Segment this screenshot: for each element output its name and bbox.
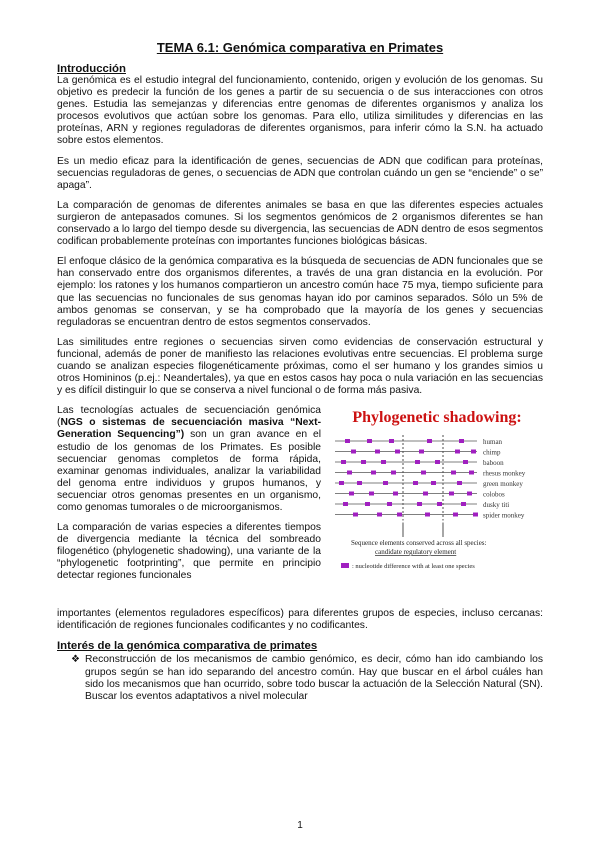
nucleotide-difference-mark <box>397 513 402 517</box>
nucleotide-difference-mark <box>383 481 388 485</box>
species-label: colobos <box>483 490 505 499</box>
nucleotide-difference-mark <box>341 460 346 464</box>
nucleotide-difference-mark <box>361 460 366 464</box>
comparison-paragraph-start: La comparación de varias especies a diferentes tiempos de divergencia mediante la técnica del sombreado filogenético (phylogenetic shadowing), una variante de la “phylogenetic footprinting”, que permite en principio detectar regiones funcionales <box>57 522 321 582</box>
caption-line-1: Sequence elements conserved across all species: <box>351 539 487 548</box>
interest-heading: Interés de la genómica comparativa de primates <box>57 640 318 653</box>
nucleotide-difference-mark <box>389 439 394 443</box>
nucleotide-difference-mark <box>449 492 454 496</box>
nucleotide-difference-mark <box>353 513 358 517</box>
paragraph-1: La genómica es el estudio integral del funcionamiento, contenido, origen y evolución de los genomas. Su objetivo es predecir la función de los genes a partir de su secuencia o de sus interacciones con otros genes. Estudia las semejanzas y diferencias entre genomas de diferentes organismos y analiza los procesos evolutivos que actúan sobre los genomas. Para ello, utiliza similitudes y diferencias en las proteínas, ARN y regiones reguladoras de diferentes organismos, para inferir cómo la S.N. ha actuado sobre estos elementos. <box>57 75 543 147</box>
alignment-diagram <box>331 433 543 603</box>
figure-title: Phylogenetic shadowing: <box>352 409 522 427</box>
nucleotide-difference-mark <box>369 492 374 496</box>
nucleotide-difference-mark <box>343 502 348 506</box>
nucleotide-difference-mark <box>365 502 370 506</box>
species-label: chimp <box>483 448 501 457</box>
nucleotide-difference-mark <box>349 492 354 496</box>
interest-list <box>57 654 543 702</box>
nucleotide-difference-mark <box>367 439 372 443</box>
nucleotide-difference-mark <box>473 513 478 517</box>
nucleotide-difference-mark <box>451 471 456 475</box>
nucleotide-difference-mark <box>453 513 458 517</box>
nucleotide-difference-mark <box>345 439 350 443</box>
document-page <box>57 40 543 703</box>
paragraph-5: Las similitudes entre regiones o secuencias sirven como evidencias de conservación estructural y funcional, además de poner de manifiesto las relaciones evolutivas entre secuencias. El problema surge cuando se analizan especies filogenéticamente próximas, como el ser humano y los grandes simios u otros Homininos (p.ej.: Neandertales), ya que en estos casos hay poca o nula variación en las secuencias y es difícil distinguir lo que se conserva a nivel funcional o de forma más pasiva. <box>57 336 543 397</box>
nucleotide-difference-mark <box>413 481 418 485</box>
nucleotide-difference-mark <box>371 471 376 475</box>
nucleotide-difference-mark <box>469 471 474 475</box>
nucleotide-difference-mark <box>427 439 432 443</box>
nucleotide-difference-mark <box>387 502 392 506</box>
nucleotide-difference-mark <box>467 492 472 496</box>
paragraph-2: Es un medio eficaz para la identificación de genes, secuencias de ADN que codifican para proteínas, secuencias reguladoras de genes, o secuencias de ADN que controlan cuándo un gen se “enciende” o se” apaga”. <box>57 155 543 191</box>
nucleotide-difference-mark <box>459 439 464 443</box>
page-number: 1 <box>297 820 303 831</box>
nucleotide-difference-mark <box>425 513 430 517</box>
ngs-text-end: son un gran avance en el estudio de los genomas de los Primates. Es posible secuenciar genomas completos de forma rápida, examinar genomas individuales, analizar la variabilidad del genoma entre individuos y grupos humanos, y secuenciar otros genomas presentes en un organismo, como genomas tumorales o de microorganismos. <box>57 429 321 513</box>
legend-text: : nucleotide difference with at least one species <box>352 563 475 571</box>
nucleotide-difference-mark <box>437 502 442 506</box>
comparison-paragraph-end: importantes (elementos reguladores específicos) para diferentes grupos de especies, incluso cercanas: identificación de regiones funcionales codificantes y no codificantes. <box>57 608 543 632</box>
nucleotide-difference-mark <box>351 450 356 454</box>
nucleotide-difference-mark <box>357 481 362 485</box>
nucleotide-difference-mark <box>457 481 462 485</box>
nucleotide-difference-mark <box>391 471 396 475</box>
species-label: human <box>483 438 503 447</box>
nucleotide-difference-mark <box>393 492 398 496</box>
nucleotide-difference-mark <box>455 450 460 454</box>
species-label: baboon <box>483 459 504 468</box>
nucleotide-difference-mark <box>381 460 386 464</box>
ngs-bold-term: NGS o sistemas de secuenciación masiva “Next-Generation Sequencing”) <box>57 417 321 441</box>
nucleotide-difference-mark <box>339 481 344 485</box>
legend-swatch <box>341 563 349 568</box>
paragraph-4: El enfoque clásico de la genómica comparativa es la búsqueda de secuencias de ADN funcionales que se han conservado entre dos organismos diferentes, a través de una gran distancia en la evolución. Por ejemplo: los ratones y los humanos compartieron un ancestro común hace 75 mya, tiempo suficiente para que las secuencias no funcionales de sus genomas hayan ido por caminos separados. Sólo un 5% de ambos genomas se conservan, y se ha comprobado que la mayoría de los genes y secuencias reguladoras se encuentran dentro de estos segmentos conservados. <box>57 256 543 328</box>
nucleotide-difference-mark <box>347 471 352 475</box>
nucleotide-difference-mark <box>415 460 420 464</box>
diamond-bullet-icon: ❖ <box>71 654 80 666</box>
nucleotide-difference-mark <box>435 460 440 464</box>
nucleotide-difference-mark <box>421 471 426 475</box>
ngs-text-column <box>57 405 321 608</box>
species-label: rhesus monkey <box>483 469 526 478</box>
nucleotide-difference-mark <box>461 502 466 506</box>
phylogenetic-shadowing-figure <box>331 405 543 608</box>
paragraph-3: La comparación de genomas de diferentes animales se basa en que las diferentes especies actuales surgieron de antepasados comunes. Si los segmentos genómicos de 2 organismos diferentes se han conservado a lo largo del tiempo desde su divergencia, las secuencias de ADN dentro de esos segmentos codifican probablemente proteínas con importantes funciones biológicas básicas. <box>57 199 543 248</box>
species-label: dusky titi <box>483 501 510 510</box>
list-item <box>57 654 543 702</box>
nucleotide-difference-mark <box>375 450 380 454</box>
caption-line-2: candidate regulatory element <box>375 548 457 557</box>
nucleotide-difference-mark <box>471 450 476 454</box>
document-title: TEMA 6.1: Genómica comparativa en Primates <box>156 40 444 55</box>
species-label: green monkey <box>483 480 523 489</box>
ngs-section <box>57 405 543 608</box>
nucleotide-difference-mark <box>431 481 436 485</box>
nucleotide-difference-mark <box>419 450 424 454</box>
nucleotide-difference-mark <box>417 502 422 506</box>
ngs-paragraph <box>57 405 321 514</box>
nucleotide-difference-mark <box>463 460 468 464</box>
species-label: spider monkey <box>483 511 525 520</box>
intro-heading: Introducción <box>57 63 126 75</box>
nucleotide-difference-mark <box>395 450 400 454</box>
nucleotide-difference-mark <box>423 492 428 496</box>
nucleotide-difference-mark <box>377 513 382 517</box>
ngs-text-start: Las tecnologías actuales de secuenciación genómica ( <box>57 405 321 429</box>
list-item-text: Reconstrucción de los mecanismos de cambio genómico, es decir, cómo han ido cambiando los grupos según se han ido separando del ancestro común. Hay que buscar en el árbol cuáles han sido los mecanismos que han ocurrido, sobre todo buscar la actuación de la Selección Natural (SN). Buscar los eventos adaptativos a nivel molecular <box>85 654 543 702</box>
